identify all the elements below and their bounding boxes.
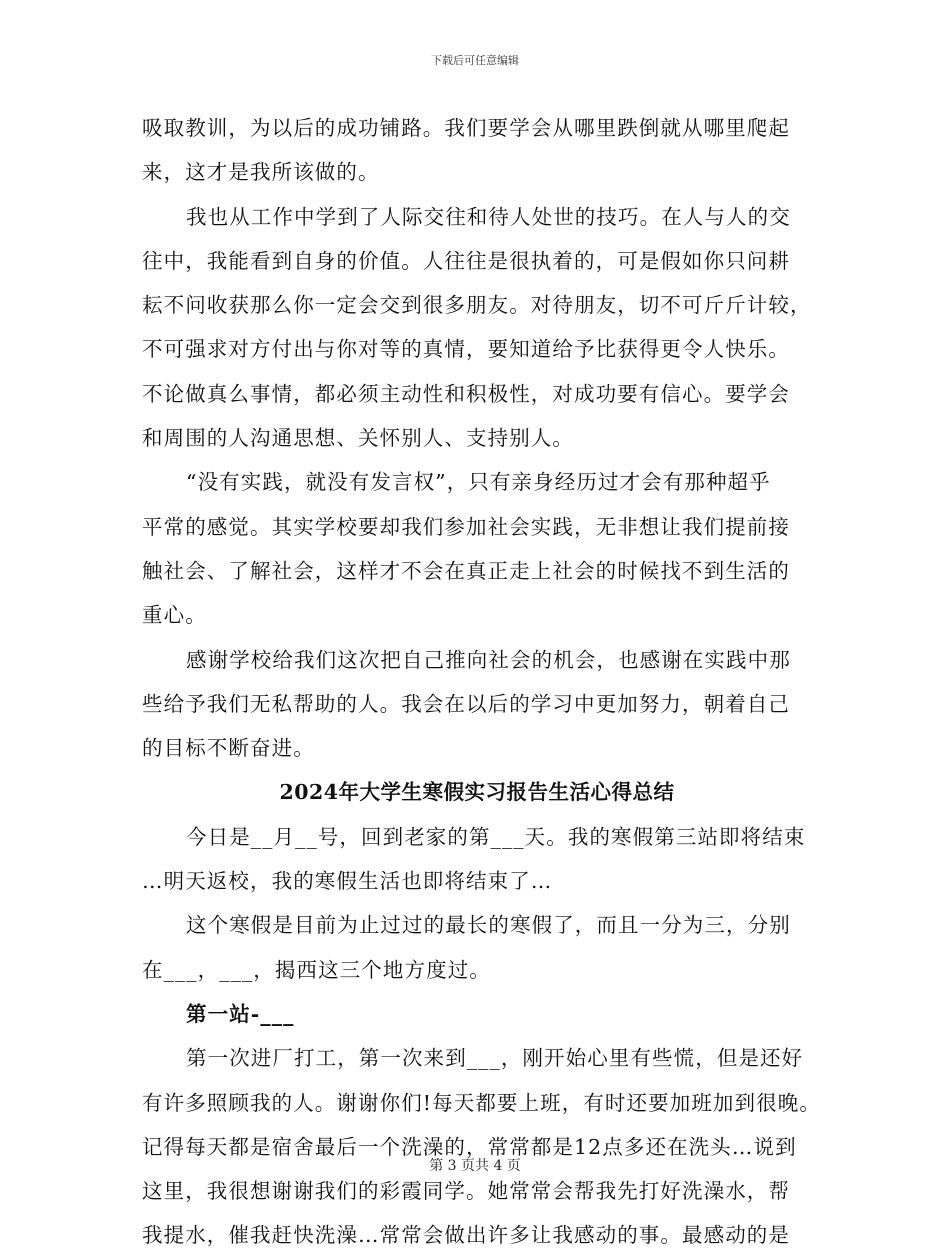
paragraph-line: …明天返校，我的寒假生活也即将结束了… — [142, 869, 553, 894]
page-header: 下载后可任意编辑 — [431, 54, 519, 67]
paragraph-line: 平常的感觉。其实学校要却我们参加社会实践，无非想让我们提前接 — [142, 514, 790, 539]
paragraph-line: 来，这才是我所该做的。 — [142, 160, 380, 185]
paragraph-line: 不论做真么事情，都必须主动性和积极性，对成功要有信心。要学会 — [142, 381, 790, 406]
paragraph-line: 记得每天都是宿舍最后一个洗澡的，常常都是12点多还在洗头…说到 — [142, 1134, 797, 1159]
section-title: 2024年大学生寒假实习报告生活心得总结 — [279, 780, 675, 805]
paragraph-line: 的目标不断奋进。 — [142, 736, 315, 761]
paragraph-line: 耘不问收获那么你一定会交到很多朋友。对待朋友，切不可斤斤计较， — [142, 293, 812, 318]
paragraph-line: 感谢学校给我们这次把自己推向社会的机会，也感谢在实践中那 — [186, 647, 791, 672]
paragraph-line: 触社会、了解社会，这样才不会在真正走上社会的时候找不到生活的 — [142, 558, 790, 583]
document-body — [142, 106, 821, 1258]
paragraph-line: 往中，我能看到自身的价值。人往往是很执着的，可是假如你只问耕 — [142, 248, 790, 273]
paragraph-line: 吸取教训，为以后的成功铺路。我们要学会从哪里跌倒就从哪里爬起 — [142, 116, 790, 140]
paragraph-line: 这个寒假是目前为止过过的最长的寒假了，而且一分为三，分别 — [186, 913, 791, 938]
subsection-heading: 第一站-___ — [186, 1001, 295, 1026]
paragraph-line: 我也从工作中学到了人际交往和待人处世的技巧。在人与人的交 — [186, 204, 791, 229]
page-footer: 第 3 页共 4 页 — [429, 1158, 521, 1174]
paragraph-line: “没有实践，就没有发言权”，只有亲身经历过才会有那种超乎 — [186, 470, 771, 495]
paragraph-line: 这里，我很想谢谢我们的彩霞同学。她常常会帮我先打好洗澡水，帮 — [142, 1179, 790, 1204]
paragraph-line: 今日是__月__号，回到老家的第___天。我的寒假第三站即将结束 — [186, 824, 806, 849]
paragraph-line: 不可强求对方付出与你对等的真情，要知道给予比获得更令人快乐。 — [142, 337, 790, 362]
paragraph-line: 有许多照顾我的人。谢谢你们!每天都要上班，有时还要加班加到很晚。 — [142, 1090, 821, 1115]
paragraph-line: 我提水，催我赶快洗澡…常常会做出许多让我感动的事。最感动的是 — [142, 1223, 790, 1248]
paragraph-line: 和周围的人沟通思想、关怀别人、支持别人。 — [142, 426, 574, 451]
paragraph-line: 第一次进厂打工，第一次来到___，刚开始心里有些慌，但是还好 — [186, 1046, 804, 1071]
paragraph-line: 些给予我们无私帮助的人。我会在以后的学习中更加努力，朝着自己 — [142, 691, 790, 716]
paragraph-line: 重心。 — [142, 603, 207, 628]
paragraph-line: 在___，___，揭西这三个地方度过。 — [142, 957, 491, 982]
